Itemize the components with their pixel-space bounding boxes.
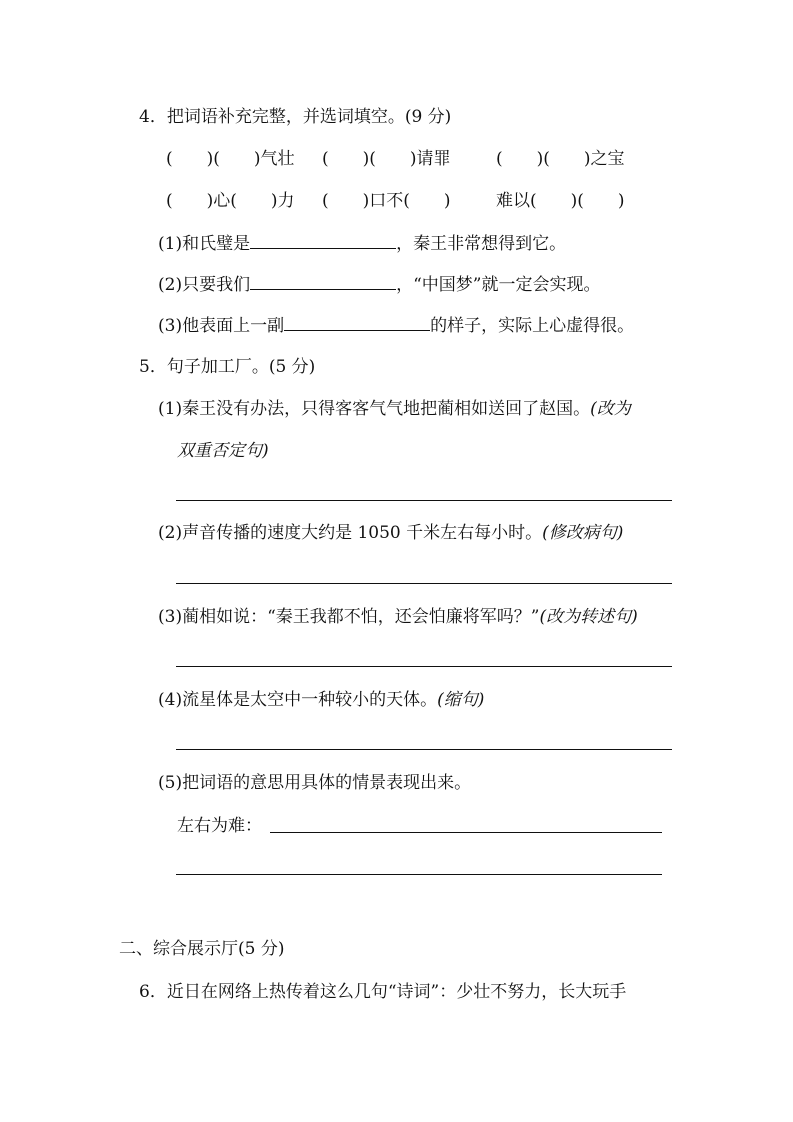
q5-answer-line-5b[interactable] [176,874,662,875]
q5-sentence-3 [158,606,638,628]
q4-item-1-blank[interactable] [250,232,396,249]
q4-item-1-rest: ，秦王非常想得到它。 [396,234,567,254]
q5-sentence-2-req: (修改病句) [542,523,624,543]
q4-item-3-text: (3)他表面上一副 [158,316,285,336]
q5-title: 5．句子加工厂。(5 分) [139,357,316,377]
q4-item-2-text: (2)只要我们 [158,275,251,295]
q4-item-1-text: (1)和氏璧是 [158,234,251,254]
q4-item-2-rest: ，“中国梦”就一定会实现。 [396,275,601,295]
q4-item-3-rest: 的样子，实际上心虚得很。 [430,316,635,336]
q4-item-3-blank[interactable] [284,314,430,331]
q4-item-1 [158,232,566,255]
q5-sentence-5-label: 左右为难： [177,816,262,836]
q4-word-2: ( )( )请罪 [322,149,451,169]
q4-title: 4．把词语补充完整，并选词填空。(9 分) [139,107,452,127]
q5-answer-line-1[interactable] [176,500,672,501]
q5-sentence-2-text: (2)声音传播的速度大约是 1050 千米左右每小时。 [158,523,543,543]
q4-item-3 [158,314,634,337]
q5-answer-line-3[interactable] [176,666,672,667]
q4-word-6: 难以( )( ) [496,191,625,211]
q4-word-5: ( )口不( ) [322,191,451,211]
q5-sentence-3-text: (3)蔺相如说：“秦王我都不怕，还会怕廉将军吗？” [158,607,540,627]
q5-sentence-1 [158,398,631,420]
q5-sentence-5: (5)把词语的意思用具体的情景表现出来。 [158,773,472,793]
q5-answer-line-5a[interactable] [270,832,662,833]
q5-sentence-1-req: (改为 [590,399,631,419]
q4-word-3: ( )( )之宝 [496,149,625,169]
q5-answer-line-4[interactable] [176,749,672,750]
q5-sentence-4-req: (缩句) [437,690,485,710]
q5-sentence-2 [158,522,623,544]
q4-word-4: ( )心( )力 [166,191,295,211]
q4-word-1: ( )( )气壮 [166,149,295,169]
q6-text: 6．近日在网络上热传着这么几句“诗词”：少壮不努力，长大玩手 [139,982,627,1002]
q5-sentence-1-req-cont: 双重否定句) [177,441,269,461]
q5-sentence-4-text: (4)流星体是太空中一种较小的天体。 [158,690,438,710]
q5-answer-line-2[interactable] [176,583,672,584]
q5-sentence-1-text: (1)秦王没有办法，只得客客气气地把蔺相如送回了赵国。 [158,399,591,419]
section-2-title: 二、综合展示厅(5 分) [119,939,285,959]
q4-item-2 [158,273,600,296]
q4-item-2-blank[interactable] [250,273,396,290]
q5-sentence-3-req: (改为转述句) [539,607,638,627]
q5-sentence-4 [158,689,484,711]
